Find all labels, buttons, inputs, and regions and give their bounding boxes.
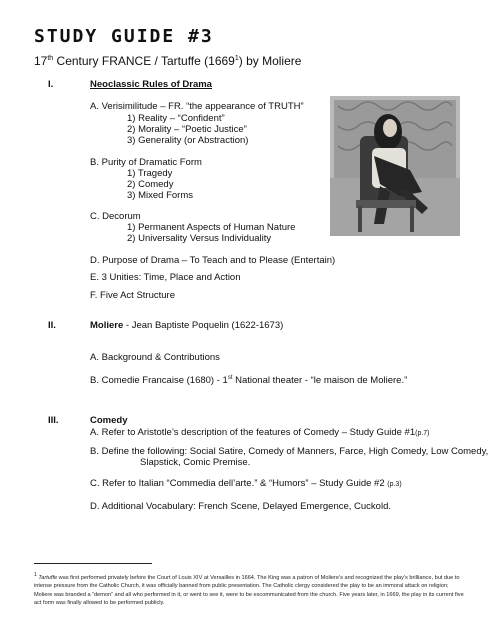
item-2b-text: B. Comedie Francaise (1680) - 1 [90, 375, 228, 387]
page-title: STUDY GUIDE #3 [34, 26, 214, 47]
item-3b: B. Define the following: Social Satire, Comedy of Manners, Farce, High Comedy, Low Comedy, [90, 446, 489, 457]
subtitle-main: Century FRANCE / Tartuffe (1669 [53, 54, 235, 68]
item-1f: F. Five Act Structure [90, 290, 175, 301]
page-subtitle [34, 54, 301, 68]
item-1b-2: 2) Comedy [127, 179, 174, 190]
item-1c-1: 1) Permanent Aspects of Human Nature [127, 222, 296, 233]
item-1c: C. Decorum [90, 211, 141, 222]
subtitle-century-suffix: th [47, 55, 54, 62]
section-title-detail: - Jean Baptiste Poquelin (1622-1673) [123, 320, 284, 331]
item-1a-1: 1) Reality – “Confident” [127, 113, 225, 124]
item-1c-2: 2) Universality Versus Individuality [127, 233, 272, 244]
item-1a: A. Verisimilitude – FR. “the appearance of TRUTH” [90, 101, 304, 112]
footnote-title: Tartuffe [38, 574, 58, 581]
footnote [34, 571, 464, 607]
item-1a-2: 2) Morality – “Poetic Justice” [127, 124, 247, 135]
item-3a [90, 427, 430, 438]
section-title: Comedy [90, 415, 128, 426]
footnote-divider [34, 563, 152, 564]
subtitle-author: ) by Moliere [238, 54, 302, 68]
item-2b [90, 375, 407, 386]
item-2a: A. Background & Contributions [90, 352, 220, 363]
item-2b-text-end: National theater - “le maison de Moliere.” [232, 375, 408, 387]
footnote-reference: 1 [234, 55, 239, 62]
item-1d: D. Purpose of Drama – To Teach and to Please (Entertain) [90, 255, 336, 266]
section-number: II. [48, 320, 56, 331]
item-3b-continued: Slapstick, Comic Premise. [140, 457, 251, 468]
item-3a-text: A. Refer to Aristotle’s description of the features of Comedy – Study Guide #1 [90, 427, 416, 438]
item-3c-page-ref: (p.3) [387, 481, 402, 488]
subtitle-century: 17 [34, 54, 48, 68]
item-2b-suffix: st [227, 375, 233, 381]
section-number: III. [48, 415, 59, 426]
item-3c-text: C. Refer to Italian “Commedia dell’arte.” & “Humors” – Study Guide #2 [90, 478, 388, 489]
item-1b-1: 1) Tragedy [127, 168, 173, 179]
moliere-photo [330, 96, 460, 236]
footnote-text: was first performed privately before the Court of Louis XIV at Versailles in 1664. The King was a patron of Moliere’s and recognized the play’s brilliance, but due to intense pressure from the Catholic Church, it was officially banned from public presentation. The Catholic clergy considered the play to be an immoral attack on religion; Moliere was branded a “demon” and all who performed in it, or went to see it, were to be excommunicated from the church. Five years later, in 1669, the play in its current five act form was finally allowed to be performed publicly. [34, 574, 464, 607]
section-title: Moliere [90, 320, 124, 331]
item-3d: D. Additional Vocabulary: French Scene, Delayed Emergence, Cuckold. [90, 501, 391, 512]
section-title: Neoclassic Rules of Drama [90, 79, 212, 90]
item-1b: B. Purity of Dramatic Form [90, 157, 202, 168]
section-number: I. [48, 79, 54, 90]
item-1e: E. 3 Unities: Time, Place and Action [90, 272, 241, 283]
item-1b-3: 3) Mixed Forms [127, 190, 193, 201]
item-3c [90, 478, 402, 489]
actor-seated-illustration [330, 96, 460, 236]
item-3a-page-ref: (p.7) [415, 430, 430, 437]
item-1a-3: 3) Generality (or Abstraction) [127, 135, 249, 146]
section-title-line [90, 320, 283, 331]
footnote-mark: 1 [34, 572, 37, 578]
